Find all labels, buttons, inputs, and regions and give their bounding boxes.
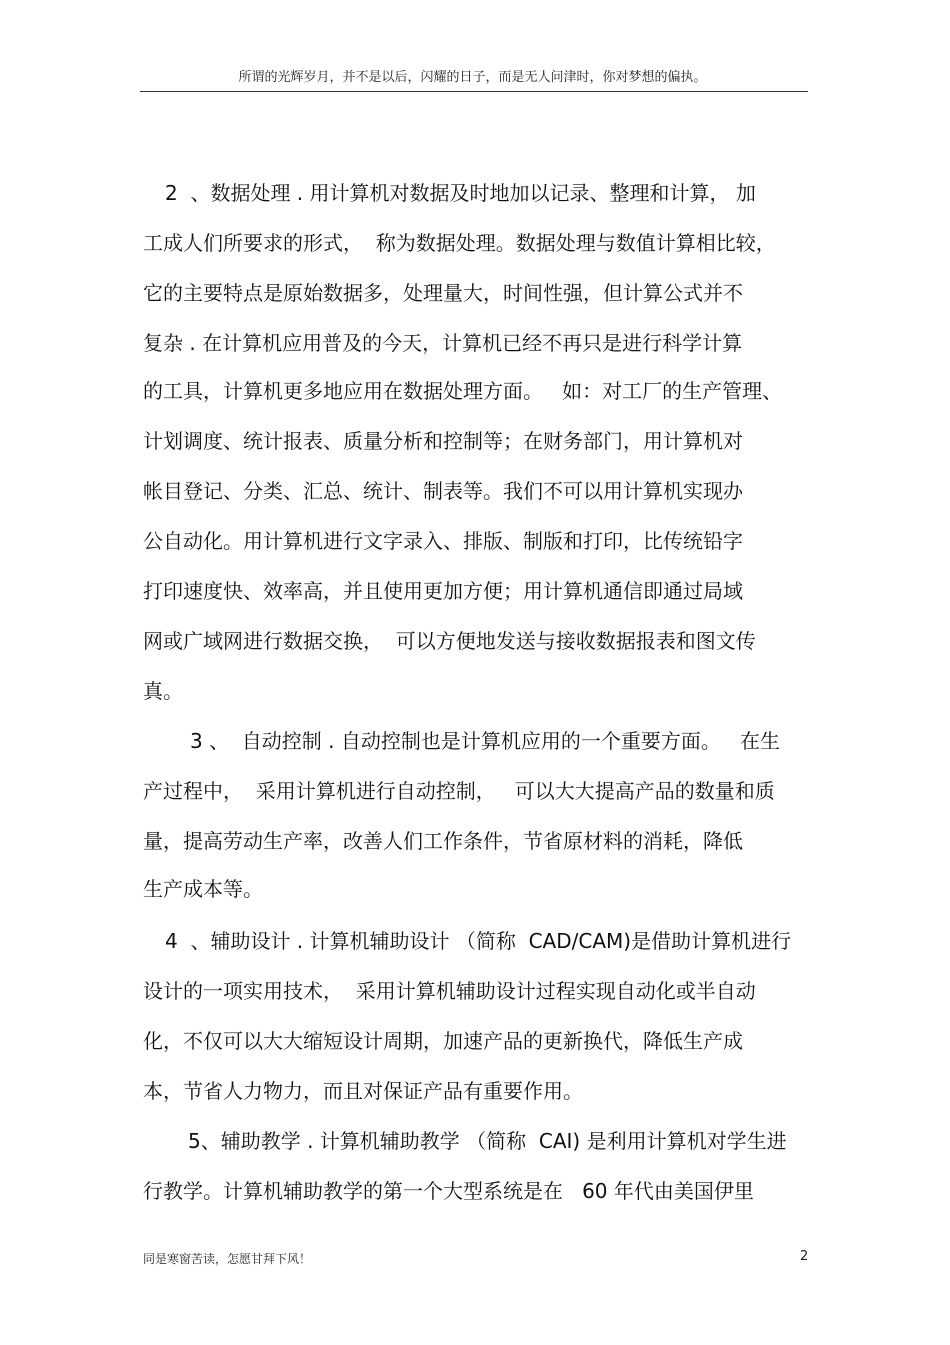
paragraph-line: 2 、数据处理 . 用计算机对数据及时地加以记录、整理和计算， 加 xyxy=(165,181,756,205)
paragraph-line: 行教学。计算机辅助教学的第一个大型系统是在 60 年代由美国伊里 xyxy=(143,1179,754,1203)
paragraph-line: 4 、辅助设计 . 计算机辅助设计 （简称 CAD/CAM)是借助计算机进行 xyxy=(165,929,792,953)
paragraph-line: 本，节省人力物力，而且对保证产品有重要作用。 xyxy=(143,1079,583,1103)
paragraph-line: 产过程中， 采用计算机进行自动控制， 可以大大提高产品的数量和质 xyxy=(143,779,775,803)
paragraph-line: 3 、 自动控制 . 自动控制也是计算机应用的一个重要方面。 在生 xyxy=(190,729,780,753)
paragraph-line: 计划调度、统计报表、质量分析和控制等；在财务部门，用计算机对 xyxy=(143,429,743,453)
header-quote: 所谓的光辉岁月，并不是以后，闪耀的日子，而是无人问津时，你对梦想的偏执。 xyxy=(238,70,707,85)
paragraph-line: 帐目登记、分类、汇总、统计、制表等。我们不可以用计算机实现办 xyxy=(143,479,743,503)
paragraph-line: 的工具，计算机更多地应用在数据处理方面。 如：对工厂的生产管理、 xyxy=(143,379,783,403)
paragraph-line: 打印速度快、效率高，并且使用更加方便；用计算机通信即通过局域 xyxy=(143,579,743,603)
paragraph-line: 网或广域网进行数据交换， 可以方便地发送与接收数据报表和图文传 xyxy=(143,629,756,653)
paragraph-line: 复杂 . 在计算机应用普及的今天，计算机已经不再只是进行科学计算 xyxy=(143,331,743,355)
header-divider xyxy=(140,91,808,92)
paragraph-line: 量，提高劳动生产率，改善人们工作条件，节省原材料的消耗，降低 xyxy=(143,829,743,853)
paragraph-line: 工成人们所要求的形式， 称为数据处理。数据处理与数值计算相比较， xyxy=(143,231,776,255)
paragraph-line: 5、辅助教学 . 计算机辅助教学 （简称 CAI) 是利用计算机对学生进 xyxy=(188,1129,787,1153)
paragraph-line: 化，不仅可以大大缩短设计周期，加速产品的更新换代，降低生产成 xyxy=(143,1029,743,1053)
page-number: 2 xyxy=(800,1249,809,1264)
paragraph-line: 真。 xyxy=(143,679,183,703)
paragraph-line: 设计的一项实用技术， 采用计算机辅助设计过程实现自动化或半自动 xyxy=(143,979,756,1003)
footer-motto: 同是寒窗苦读，怎愿甘拜下风！ xyxy=(143,1252,312,1266)
paragraph-line: 生产成本等。 xyxy=(143,877,263,901)
paragraph-line: 公自动化。用计算机进行文字录入、排版、制版和打印，比传统铅字 xyxy=(143,529,743,553)
paragraph-line: 它的主要特点是原始数据多，处理量大，时间性强，但计算公式并不 xyxy=(143,281,743,305)
